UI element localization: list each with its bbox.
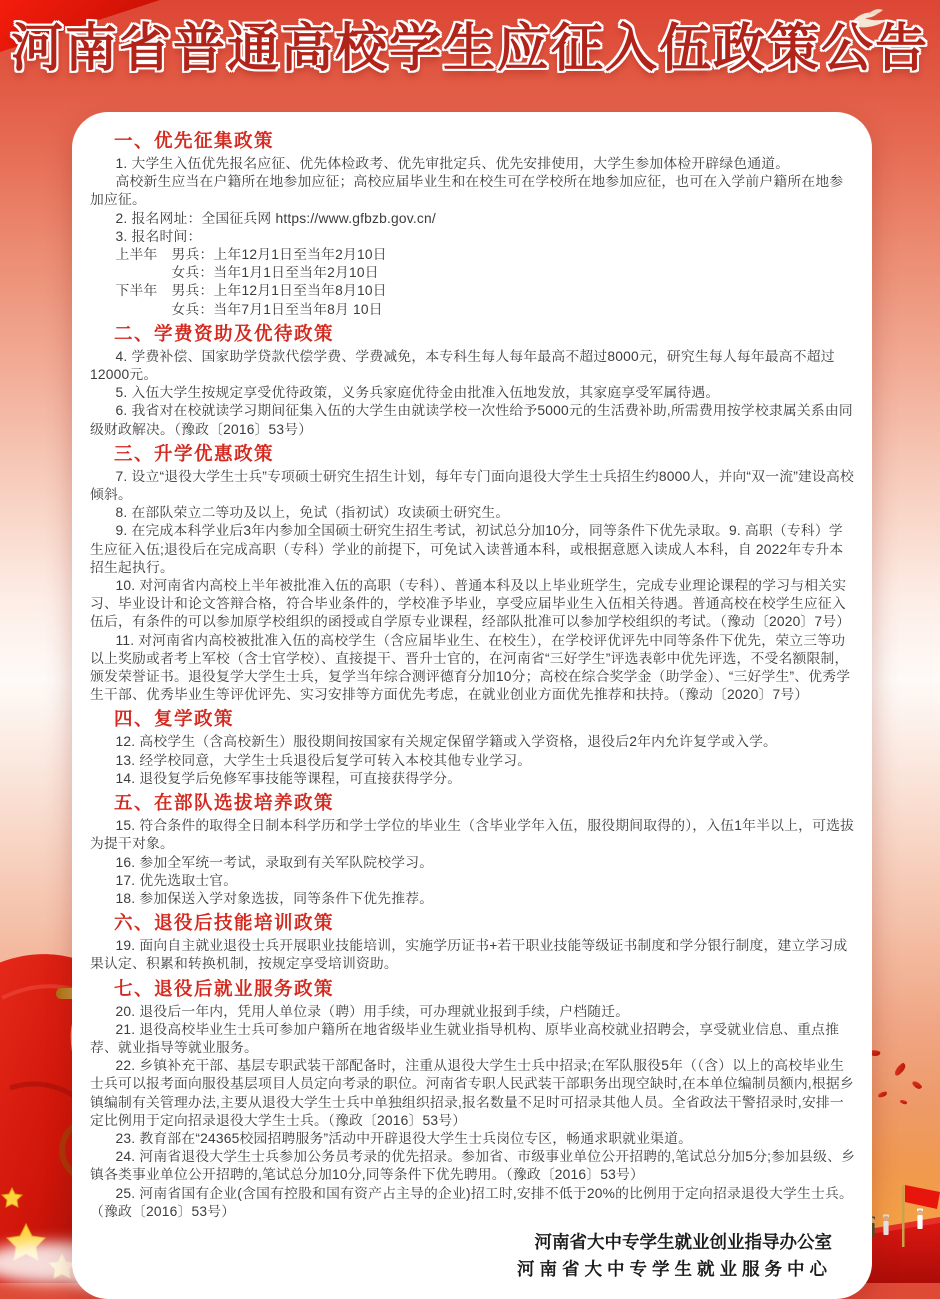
policy-paragraph: 22. 乡镇补充干部、基层专职武装干部配备时，注重从退役大学生士兵中招录;在军队服役5年（（含）以上的高校毕业生士兵可以报考面向服役基层项目人员定向考录的职位。河南省专职人民武装干部职务出现空缺时,在本单位编制员额内,根据乡镇编制有关管理办法,主要从退役大学生士兵中单独组织招录,报名数量不足时可招录其他人员。全省政法干警招录时,安排一定比例用于定向招录退役大学生士兵。（豫政〔2016〕53号） xyxy=(90,1058,854,1128)
red-flag-art xyxy=(905,1185,940,1209)
section-heading: 三、升学优惠政策 xyxy=(114,442,275,464)
policy-paragraph: 11. 对河南省内高校被批准入伍的高校学生（含应届毕业生、在校生），在学校评优评先中同等条件下优先，荣立三等功以上奖励或者考上军校（含士官学校）、直接提干、晋升士官的，在河南省“三好学生”评选表彰中优先评选，不受名额限制，颁发荣誉证书。退役复学大学生士兵，复学当年综合测评德育分加10分；高校在综合奖学金（助学金）、“三好学生”、优秀学生干部、优秀毕业生等评优评先、实习安排等方面优先考虑，在就业创业方面优先推荐和扶持。（豫动〔2020〕7号） xyxy=(90,632,851,703)
section-heading: 五、在部队选拔培养政策 xyxy=(114,792,335,814)
policy-paragraph: 21. 退役高校毕业生士兵可参加户籍所在地省级毕业生就业指导机构、原毕业高校就业招聘会，享受就业信息、重点推荐、就业指导等就业服务。 xyxy=(90,1021,840,1055)
section-heading: 七、退役后就业服务政策 xyxy=(114,977,335,999)
policy-paragraph: 25. 河南省国有企业(含国有控股和国有资产占主导的企业)招工时,安排不低于20%的比例用于定向招录退役大学生士兵。（豫政〔2016〕53号） xyxy=(90,1185,854,1219)
policy-section xyxy=(90,977,856,1221)
policy-paragraph: 3. 报名时间： xyxy=(115,228,202,244)
policy-paragraph: 10. 对河南省内高校上半年被批准入伍的高职（专科）、普通本科及以上毕业班学生，完成专业理论课程的学习与相关实习、毕业设计和论文答辩合格，符合毕业条件的，学校准予毕业，享受应届毕业生入伍相关待遇。普通高校在校学生应征入伍后，有条件的可以参加原学校组织的函授或自学原专业课程，经部队批准可以参加学校组织的考试。（豫动〔2020〕7号） xyxy=(90,578,851,630)
policy-paragraph: 18. 参加保送入学对象选拔，同等条件下优先推荐。 xyxy=(115,890,434,906)
policy-paragraph: 23. 教育部在“24365校园招聘服务”活动中开辟退役大学生士兵岗位专区，畅通求职就业渠道。 xyxy=(115,1130,693,1146)
policy-paragraph: 下半年 男兵：上年12月1日至当年8月10日 xyxy=(115,283,387,299)
policy-section xyxy=(90,442,856,705)
policy-section xyxy=(90,707,856,788)
policy-paragraph: 12. 高校学生（含高校新生）服役期间按国家有关规定保留学籍或入学资格，退役后2年内允许复学或入学。 xyxy=(115,734,778,750)
policy-paragraph: 13. 经学校同意，大学生士兵退役后复学可转入本校其他专业学习。 xyxy=(115,752,532,768)
section-heading: 二、学费资助及优待政策 xyxy=(114,322,335,344)
policy-paragraph: 8. 在部队荣立二等功及以上，免试（指初试）攻读硕士研究生。 xyxy=(115,505,510,521)
policy-section xyxy=(90,322,856,439)
policy-paragraph: 17. 优先选取士官。 xyxy=(115,872,238,888)
policy-paragraph: 2. 报名网址：全国征兵网 https://www.gfbzb.gov.cn/ xyxy=(115,210,436,226)
footer-line-2: 河南省大中专学生就业服务中心 xyxy=(517,1258,832,1279)
policy-card xyxy=(72,112,872,1299)
footer-line-1: 河南省大中专学生就业创业指导办公室 xyxy=(534,1231,832,1252)
policy-paragraph: 4. 学费补偿、国家助学贷款代偿学费、学费减免，本专科生每人每年最高不超过8000元，研究生每人每年最高不超过12000元。 xyxy=(90,348,835,383)
section-heading: 四、复学政策 xyxy=(114,708,235,730)
policy-paragraph: 9. 在完成本科学业后3年内参加全国硕士研究生招生考试，初试总分加10分，同等条件下优先录取。9. 高职（专科）学生应征入伍;退役后在完成高职（专科）学业的前提下，可免试入读普通本科，或根据意愿入读成人本科，自 2022年专升本招生起执行。 xyxy=(90,523,844,575)
footer-signature xyxy=(90,1229,856,1283)
policy-paragraph: 女兵：当年7月1日至当年8月 10日 xyxy=(171,301,383,317)
policy-paragraph: 女兵：当年1月1日至当年2月10日 xyxy=(171,265,379,281)
policy-paragraph: 15. 符合条件的取得全日制本科学历和学士学位的毕业生（含毕业学年入伍，服役期间取得的），入伍1年半以上，可选拔为提干对象。 xyxy=(90,818,855,852)
policy-section xyxy=(90,911,856,973)
policy-paragraph: 16. 参加全军统一考试，录取到有关军队院校学习。 xyxy=(115,854,434,870)
section-heading: 六、退役后技能培训政策 xyxy=(114,912,335,934)
policy-section xyxy=(90,791,856,908)
policy-paragraph: 19. 面向自主就业退役士兵开展职业技能培训，实施学历证书+若干职业技能等级证书制度和学分银行制度，建立学习成果认定、积累和转换机制，按规定享受培训资助。 xyxy=(90,938,848,972)
section-heading: 一、优先征集政策 xyxy=(114,130,275,151)
policy-paragraph: 1. 大学生入伍优先报名应征、优先体检政考、优先审批定兵、优先安排使用，大学生参加体检开辟绿色通道。 xyxy=(115,156,790,171)
policy-paragraph: 7. 设立“退役大学生士兵”专项硕士研究生招生计划，每年专门面向退役大学生士兵招生约8000人，并向“双一流”建设高校倾斜。 xyxy=(90,468,854,503)
policy-section xyxy=(90,129,856,319)
page-title: 河南省普通高校学生应征入伍政策公告 xyxy=(10,20,929,78)
policy-paragraph: 20. 退役后一年内，凭用人单位录（聘）用手续，可办理就业报到手续，户档随迁。 xyxy=(115,1003,630,1019)
policy-paragraph: 上半年 男兵：上年12月1日至当年2月10日 xyxy=(115,247,387,263)
policy-content xyxy=(90,129,856,1221)
policy-paragraph: 6. 我省对在校就读学习期间征集入伍的大学生由就读学校一次性给予5000元的生活费补助,所需费用按学校隶属关系由同级财政解决。（豫政〔2016〕53号） xyxy=(90,403,853,437)
policy-paragraph: 14. 退役复学后免修军事技能等课程，可直接获得学分。 xyxy=(115,770,462,786)
policy-paragraph: 高校新生应当在户籍所在地参加应征；高校应届毕业生和在校生可在学校所在地参加应征，也可在入学前户籍所在地参加应征。 xyxy=(90,174,844,208)
policy-paragraph: 5. 入伍大学生按规定享受优待政策，义务兵家庭优待金由批准入伍地发放，其家庭享受军属待遇。 xyxy=(115,385,720,401)
policy-paragraph: 24. 河南省退役大学生士兵参加公务员考录的优先招录。参加省、市级事业单位公开招聘的,笔试总分加5分;参加县级、乡镇各类事业单位公开招聘的,笔试总分加10分,同等条件下优先聘用。（豫政〔2016〕53号） xyxy=(90,1149,856,1183)
